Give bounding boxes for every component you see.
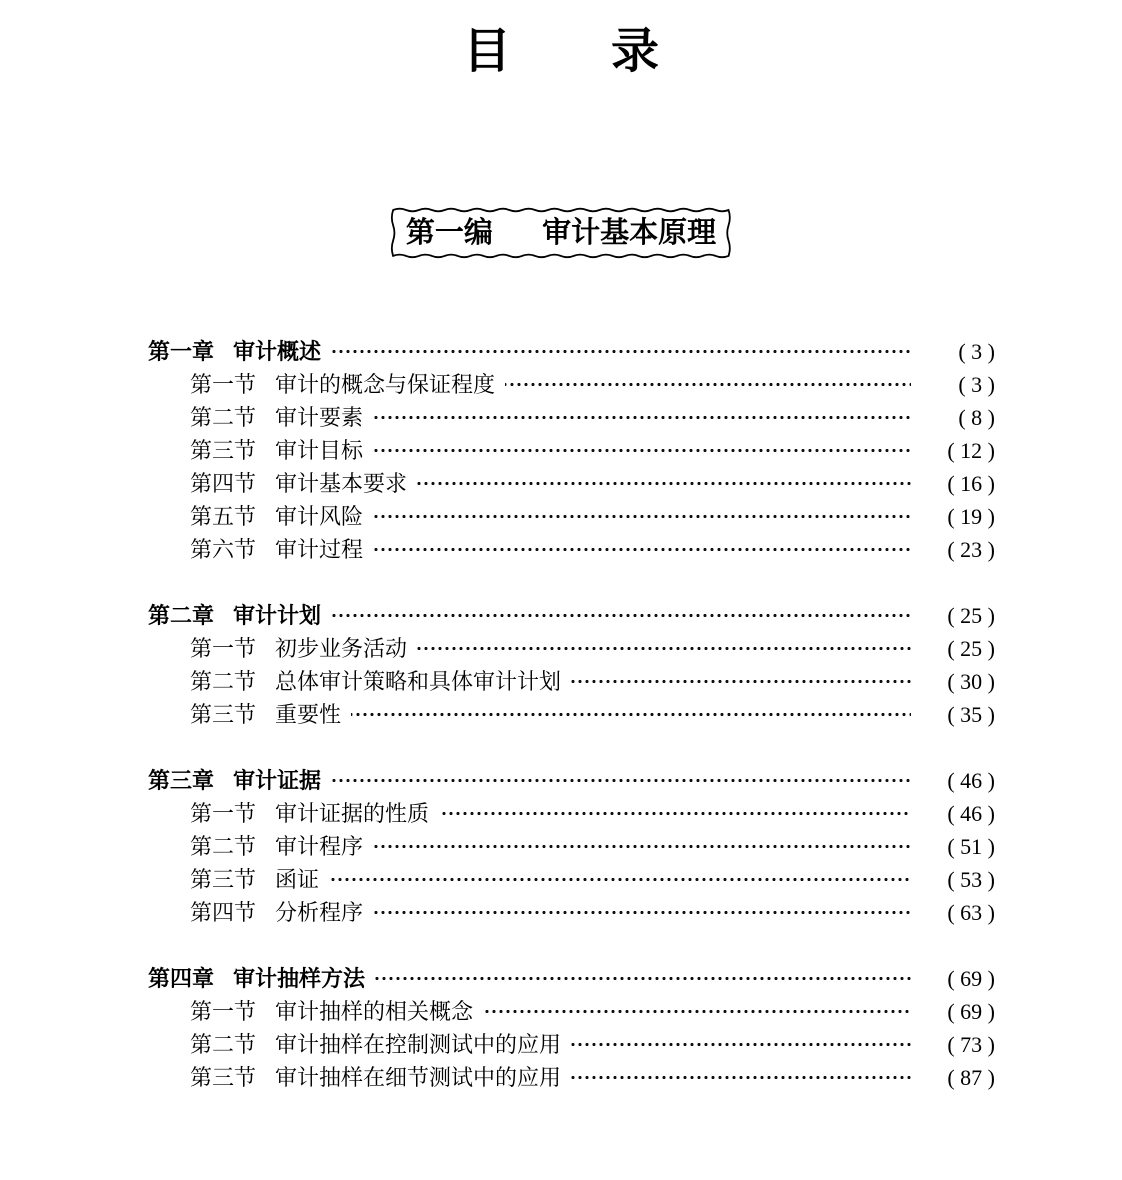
toc-section-row	[148, 467, 995, 500]
page-number: ( 46 )	[947, 801, 995, 826]
section-label: 第六节	[190, 537, 257, 562]
leader-dots	[375, 977, 911, 980]
chapter-title: 审计计划	[233, 603, 322, 628]
toc-section-row	[148, 632, 995, 665]
toc-section-row	[148, 698, 995, 731]
toc-section-row	[148, 368, 995, 401]
page-number: ( 69 )	[947, 999, 995, 1024]
page-number: ( 23 )	[947, 537, 995, 562]
chapter-label: 第二章	[148, 603, 215, 628]
section-label: 第二节	[190, 669, 257, 694]
chapter-group	[148, 764, 995, 929]
page-number: ( 12 )	[947, 438, 995, 463]
page-number: ( 73 )	[947, 1032, 995, 1057]
part-heading-box	[390, 207, 732, 259]
section-label: 第二节	[190, 405, 257, 430]
toc-list	[148, 335, 995, 1094]
page-number: ( 35 )	[947, 702, 995, 727]
page-number: ( 87 )	[947, 1065, 995, 1090]
chapter-title: 审计证据	[233, 768, 322, 793]
toc-section-row	[148, 1061, 995, 1094]
toc-section-row	[148, 863, 995, 896]
page-number: ( 69 )	[947, 966, 995, 991]
page-number: ( 30 )	[947, 669, 995, 694]
section-title: 审计程序	[275, 834, 364, 859]
chapter-label: 第四章	[148, 966, 215, 991]
section-title: 分析程序	[275, 900, 364, 925]
leader-dots	[505, 383, 911, 386]
section-title: 总体审计策略和具体审计计划	[275, 669, 562, 694]
toc-section-row	[148, 1028, 995, 1061]
page-number: ( 8 )	[958, 405, 995, 430]
leader-dots	[439, 812, 911, 815]
section-title: 审计过程	[275, 537, 364, 562]
leader-dots	[331, 614, 911, 617]
leader-dots	[329, 878, 911, 881]
section-label: 第四节	[190, 471, 257, 496]
chapter-label: 第一章	[148, 339, 215, 364]
section-title: 审计风险	[275, 504, 364, 529]
section-label: 第一节	[190, 372, 257, 397]
section-label: 第一节	[190, 636, 257, 661]
section-title: 函证	[275, 867, 320, 892]
page-number: ( 46 )	[947, 768, 995, 793]
section-title: 审计抽样在控制测试中的应用	[275, 1032, 562, 1057]
section-title: 审计的概念与保证程度	[275, 372, 496, 397]
toc-section-row	[148, 995, 995, 1028]
section-label: 第三节	[190, 867, 257, 892]
section-label: 第三节	[190, 438, 257, 463]
page-title: 目 录	[462, 25, 685, 78]
chapter-group	[148, 335, 995, 566]
section-label: 第一节	[190, 999, 257, 1024]
chapter-group	[148, 962, 995, 1094]
leader-dots	[373, 449, 911, 452]
toc-section-row	[148, 500, 995, 533]
section-title: 初步业务活动	[275, 636, 408, 661]
chapter-group	[148, 599, 995, 731]
section-title: 审计目标	[275, 438, 364, 463]
part-title: 审计基本原理	[542, 217, 717, 249]
section-label: 第五节	[190, 504, 257, 529]
toc-chapter-row	[148, 962, 995, 995]
section-title: 审计基本要求	[275, 471, 408, 496]
page-number: ( 51 )	[947, 834, 995, 859]
page-number: ( 3 )	[958, 339, 995, 364]
chapter-label: 第三章	[148, 768, 215, 793]
leader-dots	[331, 779, 911, 782]
chapter-title: 审计抽样方法	[233, 966, 366, 991]
section-title: 重要性	[275, 702, 342, 727]
leader-dots	[571, 680, 911, 683]
leader-dots	[351, 713, 911, 716]
section-label: 第三节	[190, 1065, 257, 1090]
toc-section-row	[148, 434, 995, 467]
section-label: 第一节	[190, 801, 257, 826]
toc-section-row	[148, 533, 995, 566]
page-number: ( 19 )	[947, 504, 995, 529]
part-label: 第一编	[405, 217, 493, 249]
leader-dots	[373, 911, 911, 914]
section-label: 第二节	[190, 834, 257, 859]
leader-dots	[373, 548, 911, 551]
leader-dots	[417, 482, 911, 485]
section-title: 审计抽样在细节测试中的应用	[275, 1065, 562, 1090]
section-label: 第二节	[190, 1032, 257, 1057]
toc-chapter-row	[148, 764, 995, 797]
section-title: 审计证据的性质	[275, 801, 430, 826]
chapter-title: 审计概述	[233, 339, 322, 364]
section-title: 审计抽样的相关概念	[275, 999, 474, 1024]
leader-dots	[373, 515, 911, 518]
leader-dots	[417, 647, 911, 650]
leader-dots	[571, 1043, 911, 1046]
toc-section-row	[148, 665, 995, 698]
leader-dots	[571, 1076, 911, 1079]
section-label: 第四节	[190, 900, 257, 925]
leader-dots	[373, 416, 911, 419]
toc-section-row	[148, 896, 995, 929]
section-title: 审计要素	[275, 405, 364, 430]
toc-section-row	[148, 830, 995, 863]
page-number: ( 53 )	[947, 867, 995, 892]
page-number: ( 25 )	[947, 636, 995, 661]
page-number: ( 3 )	[958, 372, 995, 397]
toc-chapter-row	[148, 599, 995, 632]
toc-section-row	[148, 797, 995, 830]
section-label: 第三节	[190, 702, 257, 727]
leader-dots	[373, 845, 911, 848]
page-number: ( 16 )	[947, 471, 995, 496]
toc-chapter-row	[148, 335, 995, 368]
page-number: ( 63 )	[947, 900, 995, 925]
leader-dots	[331, 350, 911, 353]
leader-dots	[483, 1010, 911, 1013]
page-number: ( 25 )	[947, 603, 995, 628]
toc-section-row	[148, 401, 995, 434]
part-heading-wrap	[0, 207, 1122, 259]
